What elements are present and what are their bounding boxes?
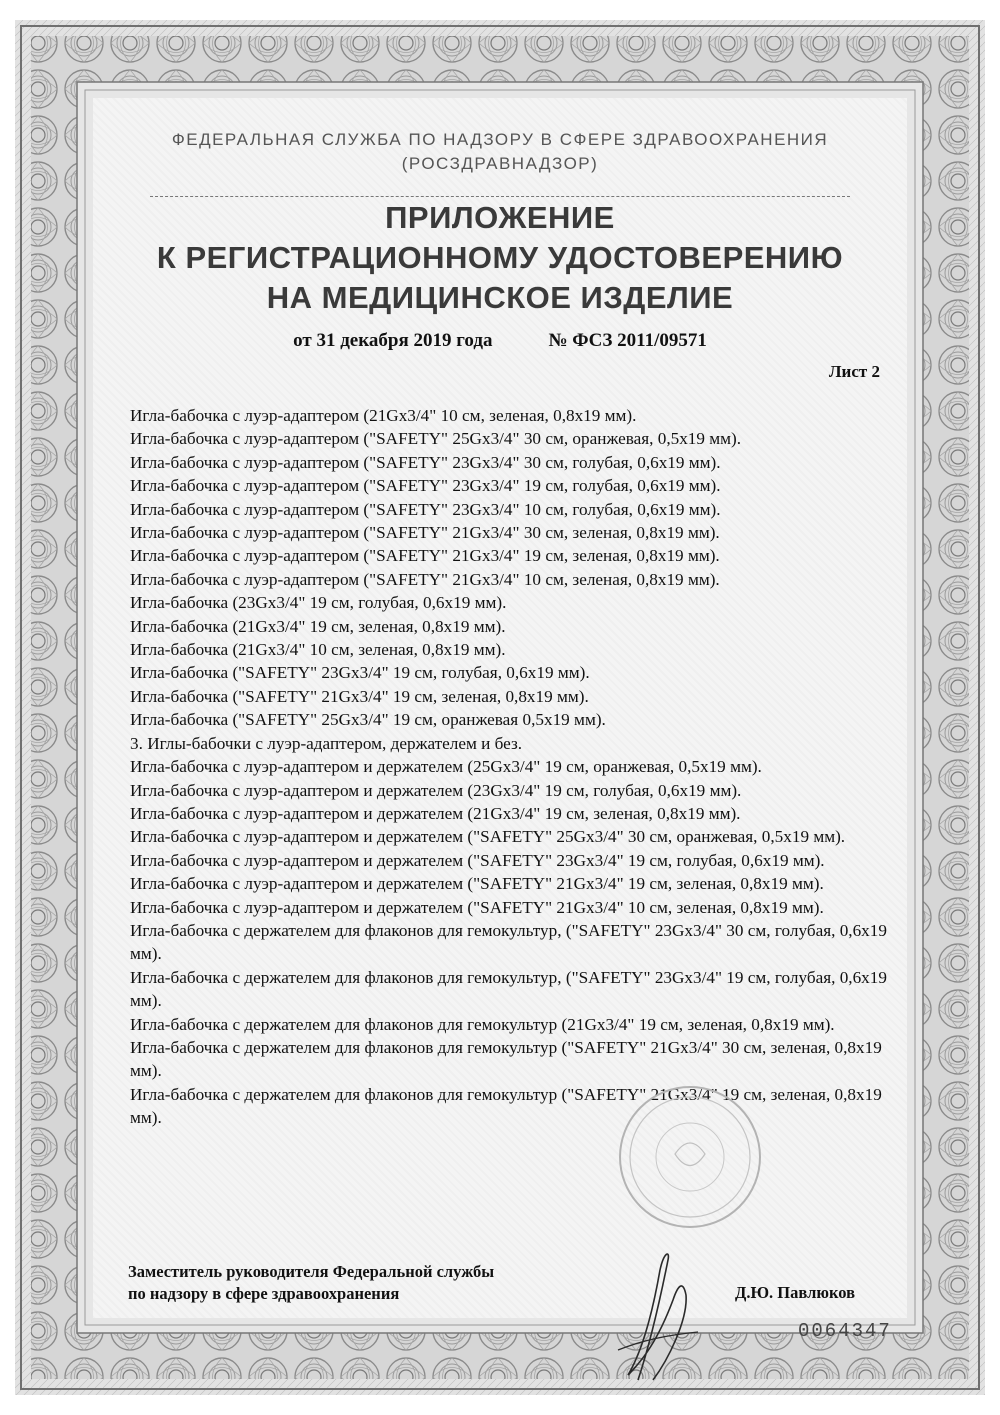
- agency-line-1: ФЕДЕРАЛЬНАЯ СЛУЖБА ПО НАДЗОРУ В СФЕРЕ ЗДРАВООХРАНЕНИЯ: [171, 130, 829, 149]
- list-item: Игла-бабочка с держателем для флаконов для гемокультур, ("SAFETY" 23Gx3/4" 30 см, голубая, 0,6x19 мм).: [130, 920, 887, 964]
- title-line-2: К РЕГИСТРАЦИОННОМУ УДОСТОВЕРЕНИЮ: [156, 240, 844, 275]
- list-item: Игла-бабочка ("SAFETY" 25Gx3/4" 19 см, оранжевая 0,5x19 мм).: [130, 710, 606, 730]
- list-item: Игла-бабочка ("SAFETY" 23Gx3/4" 19 см, голубая, 0,6x19 мм).: [130, 663, 590, 683]
- signatory-position: [128, 1261, 494, 1305]
- list-item: Игла-бабочка с луэр-адаптером ("SAFETY" 23Gx3/4" 19 см, голубая, 0,6x19 мм).: [130, 476, 721, 496]
- official-seal: [615, 1082, 765, 1232]
- agency-name: [130, 128, 870, 176]
- list-item: Игла-бабочка с луэр-адаптером и держателем ("SAFETY" 25Gx3/4" 30 см, оранжевая, 0,5x19 мм).: [130, 827, 846, 847]
- serial-number: 0064347: [798, 1320, 892, 1342]
- list-item: Игла-бабочка (21Gx3/4" 10 см, зеленая, 0,8x19 мм).: [130, 640, 506, 660]
- list-item: Игла-бабочка с луэр-адаптером и держателем ("SAFETY" 21Gx3/4" 19 см, зеленая, 0,8x19 мм).: [130, 874, 824, 894]
- registration-line: [100, 330, 900, 352]
- registration-number: № ФСЗ 2011/09571: [548, 330, 707, 351]
- list-item: Игла-бабочка с луэр-адаптером ("SAFETY" 23Gx3/4" 30 см, голубая, 0,6x19 мм).: [130, 452, 721, 472]
- list-item: Игла-бабочка с луэр-адаптером и держателем (21Gx3/4" 19 см, зеленая, 0,8x19 мм).: [130, 803, 741, 823]
- list-item: Игла-бабочка с держателем для флаконов для гемокультур (21Gx3/4" 19 см, зеленая, 0,8x19 мм).: [130, 1014, 835, 1034]
- header-divider: [150, 196, 850, 197]
- list-item: Игла-бабочка с луэр-адаптером ("SAFETY" 25Gx3/4" 30 см, оранжевая, 0,5x19 мм).: [130, 429, 742, 449]
- list-item: Игла-бабочка с луэр-адаптером (21Gx3/4" 10 см, зеленая, 0,8x19 мм).: [130, 406, 637, 425]
- position-line-2: по надзору в сфере здравоохранения: [128, 1284, 400, 1303]
- list-item: Игла-бабочка с луэр-адаптером и держателем ("SAFETY" 21Gx3/4" 10 см, зеленая, 0,8x19 мм).: [130, 897, 824, 917]
- title-line-1: ПРИЛОЖЕНИЕ: [385, 200, 615, 235]
- list-item: Игла-бабочка с луэр-адаптером ("SAFETY" 21Gx3/4" 10 см, зеленая, 0,8x19 мм).: [130, 569, 720, 589]
- list-item: Игла-бабочка с держателем для флаконов для гемокультур, ("SAFETY" 23Gx3/4" 19 см, голубая, 0,6x19 мм).: [130, 967, 887, 1011]
- list-item: Игла-бабочка с луэр-адаптером ("SAFETY" 21Gx3/4" 30 см, зеленая, 0,8x19 мм).: [130, 523, 720, 543]
- list-item: Игла-бабочка с луэр-адаптером ("SAFETY" 23Gx3/4" 10 см, голубая, 0,6x19 мм).: [130, 499, 721, 519]
- position-line-1: Заместитель руководителя Федеральной службы: [128, 1262, 495, 1281]
- document-title: [100, 198, 900, 318]
- list-item: Игла-бабочка с луэр-адаптером и держателем ("SAFETY" 23Gx3/4" 19 см, голубая, 0,6x19 мм).: [130, 850, 825, 870]
- list-item: Игла-бабочка ("SAFETY" 21Gx3/4" 19 см, зеленая, 0,8x19 мм).: [130, 686, 589, 706]
- signature: [598, 1240, 718, 1390]
- list-item: Игла-бабочка с луэр-адаптером и держателем (23Gx3/4" 19 см, голубая, 0,6x19 мм).: [130, 780, 742, 800]
- sheet-number: Лист 2: [828, 362, 880, 381]
- list-item: Игла-бабочка (23Gx3/4" 19 см, голубая, 0,6x19 мм).: [130, 593, 507, 613]
- registration-date: от 31 декабря 2019 года: [293, 330, 493, 351]
- section-heading: 3. Иглы-бабочки с луэр-адаптером, держателем и без.: [130, 733, 523, 753]
- agency-line-2: (РОСЗДРАВНАДЗОР): [401, 154, 599, 173]
- list-item: Игла-бабочка с луэр-адаптером ("SAFETY" 21Gx3/4" 19 см, зеленая, 0,8x19 мм).: [130, 546, 720, 566]
- list-item: Игла-бабочка (21Gx3/4" 19 см, зеленая, 0,8x19 мм).: [130, 616, 506, 636]
- list-item: Игла-бабочка с луэр-адаптером и держателем (25Gx3/4" 19 см, оранжевая, 0,5x19 мм).: [130, 757, 762, 777]
- list-item: Игла-бабочка с держателем для флаконов для гемокультур ("SAFETY" 21Gx3/4" 19 см, зеленая, 0,8x19 мм).: [130, 1084, 882, 1128]
- title-line-3: НА МЕДИЦИНСКОЕ ИЗДЕЛИЕ: [266, 280, 734, 315]
- item-list: [130, 404, 890, 1130]
- list-item: Игла-бабочка с держателем для флаконов для гемокультур ("SAFETY" 21Gx3/4" 30 см, зеленая, 0,8x19 мм).: [130, 1037, 882, 1081]
- signatory-name: Д.Ю. Павлюков: [735, 1283, 855, 1302]
